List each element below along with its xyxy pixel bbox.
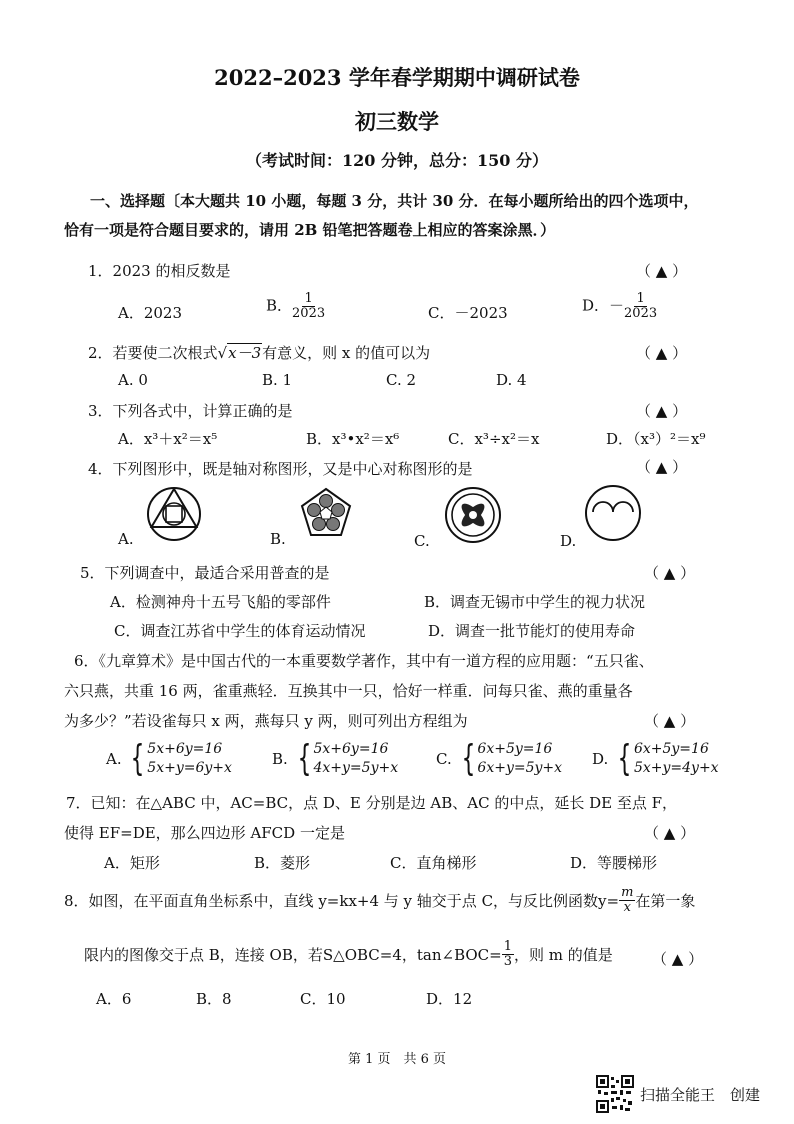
exam-title: 2022–2023 学年春学期期中调研试卷 (214, 65, 580, 90)
q3-option-b: B．x³•x²＝x⁶ (306, 430, 400, 448)
q4-figure-d (584, 484, 642, 542)
q6-line2: 六只燕，共重 16 两，雀重燕轻．互换其中一只，恰好一样重．问每只雀、燕的重量各 (64, 682, 633, 700)
qr-code-icon (596, 1075, 634, 1113)
q6-b-system (293, 740, 399, 778)
page-number: 第 1 页 共 6 页 (347, 1052, 447, 1067)
q6-a-eq2: 5x+y=6y+x (147, 760, 232, 776)
brace-icon: { (297, 738, 311, 779)
q6-c-eq1: 6x+5y=16 (477, 741, 553, 757)
q6-d-system (613, 740, 719, 778)
q4-option-d-label: D. (560, 532, 577, 550)
q8-tan-den: 3 (503, 954, 513, 969)
q5-option-d: D．调查一批节能灯的使用寿命 (428, 622, 636, 640)
q1-option-d (582, 292, 657, 321)
q6-c-label: C. (436, 750, 452, 768)
q8-line1-pre: 8．如图，在平面直角坐标系中，直线 y=kx+4 与 y 轴交于点 C，与反比例函数y= (64, 892, 620, 910)
q8-fraction-m-over-x (619, 886, 635, 915)
q5-answer-mark: （ ▲ ） (644, 564, 696, 582)
q4-option-b-label: B. (270, 530, 286, 548)
q8-frac-den: x (623, 900, 631, 915)
q6-b-eq2: 4x+y=5y+x (313, 760, 399, 776)
q1-d-num: 1 (636, 291, 645, 306)
q6-option-b (272, 740, 398, 778)
q1-d-label: D．－ (582, 296, 625, 315)
q1-b-den: 2023 (292, 306, 326, 321)
q4-stem: 4．下列图形中，既是轴对称图形，又是中心对称图形的是 (88, 460, 473, 478)
q2-option-d: D. 4 (496, 371, 527, 389)
q7-option-d: D．等腰梯形 (570, 854, 658, 872)
q6-answer-mark: （ ▲ ） (644, 712, 696, 730)
q1-option-a: A．2023 (118, 304, 183, 322)
q5-option-c: C．调查江苏省中学生的体育运动情况 (114, 622, 366, 640)
q2-answer-mark: （ ▲ ） (636, 344, 688, 362)
q2-option-a: A. 0 (118, 371, 148, 389)
q4-figure-a (146, 486, 202, 542)
q4-figure-c (444, 486, 502, 544)
q8-option-c: C．10 (300, 990, 346, 1008)
q8-fraction-tan (502, 940, 514, 969)
q6-option-d (592, 740, 719, 778)
q8-option-a: A．6 (96, 990, 132, 1008)
q2-radicand: x－3 (228, 344, 262, 362)
q6-d-label: D. (592, 750, 609, 768)
q7-option-a: A．矩形 (104, 854, 160, 872)
q1-option-c: C．－2023 (428, 304, 508, 322)
q5-option-a: A．检测神舟十五号飞船的零部件 (110, 593, 331, 611)
q2-stem (88, 342, 430, 363)
brace-icon: { (461, 738, 475, 779)
q4-answer-mark: （ ▲ ） (636, 458, 688, 476)
q8-line2-pre: 限内的图像交于点 B，连接 OB，若S△OBC=4，tan∠BOC= (84, 946, 502, 964)
q3-option-a: A．x³＋x²＝x⁵ (118, 430, 218, 448)
q4-option-c-label: C. (414, 532, 430, 550)
q7-option-c: C．直角梯形 (390, 854, 477, 872)
section1-line2: 恰有一项是符合题目要求的，请用 2B 铅笔把答题卷上相应的答案涂黑．） (64, 221, 556, 239)
brace-icon: { (130, 738, 145, 779)
q2-stem-pre: 2．若要使二次根式 (88, 344, 218, 362)
q5-option-b: B．调查无锡市中学生的视力状况 (424, 593, 646, 611)
q7-option-b: B．菱形 (254, 854, 311, 872)
q7-line2: 使得 EF=DE，那么四边形 AFCD 一定是 (64, 824, 345, 842)
q8-tan-num: 1 (503, 939, 513, 954)
q8-line1-post: 在第一象 (635, 892, 696, 910)
q2-stem-post: 有意义，则 x 的值可以为 (262, 344, 431, 362)
scanner-watermark: 扫描全能王 创建 (640, 1086, 761, 1104)
q8-line2-post: ，则 m 的值是 (514, 946, 613, 964)
q6-b-label: B. (272, 750, 288, 768)
q6-option-a (106, 740, 232, 778)
q8-option-d: D．12 (426, 990, 473, 1008)
q5-stem: 5．下列调查中，最适合采用普查的是 (80, 564, 330, 582)
q7-answer-mark: （ ▲ ） (644, 824, 696, 842)
q3-answer-mark: （ ▲ ） (636, 402, 688, 420)
subject-title: 初三数学 (355, 109, 439, 134)
q8-line1 (64, 886, 695, 915)
radical-icon: √ (217, 344, 228, 362)
q1-stem: 1．2023 的相反数是 (88, 262, 231, 280)
q3-option-c: C．x³÷x²＝x (448, 430, 540, 448)
q6-a-label: A. (106, 750, 122, 768)
q6-a-eq1: 5x+6y=16 (147, 741, 223, 757)
q6-c-eq2: 6x+y=5y+x (477, 760, 563, 776)
q1-d-den: 2023 (624, 306, 658, 321)
q3-option-d: D．（x³）²＝x⁹ (606, 430, 706, 448)
q6-b-eq1: 5x+6y=16 (313, 741, 389, 757)
q8-answer-mark: （ ▲ ） (652, 950, 704, 968)
q8-option-b: B．8 (196, 990, 232, 1008)
q2-option-c: C. 2 (386, 371, 417, 389)
q6-line3: 为多少？”若设雀每只 x 两，燕每只 y 两，则可列出方程组为 (64, 712, 468, 730)
q6-option-c (436, 740, 562, 778)
q6-d-eq1: 6x+5y=16 (633, 741, 709, 757)
brace-icon: { (617, 738, 632, 779)
q6-line1: 6．《九章算术》是中国古代的一本重要数学著作，其中有一道方程的应用题：“五只雀、 (74, 652, 654, 670)
q6-a-system (126, 740, 232, 778)
q1-d-fraction (624, 292, 657, 321)
q3-stem: 3．下列各式中，计算正确的是 (88, 402, 293, 420)
q4-option-a-label: A. (118, 530, 134, 548)
q1-b-fraction (292, 292, 325, 321)
q2-option-b: B. 1 (262, 371, 293, 389)
q7-line1: 7．已知：在△ABC 中，AC=BC，点 D、E 分别是边 AB、AC 的中点，延长 DE 至点 F， (66, 794, 678, 812)
q4-figure-b (296, 484, 356, 544)
q1-b-label: B． (266, 296, 293, 315)
q1-option-b (266, 292, 325, 321)
section1-line1: 一、选择题〔本大题共 10 小题，每题 3 分，共计 30 分．在每小题所给出的四个选项中， (90, 192, 699, 210)
q8-line2 (84, 940, 613, 969)
q6-d-eq2: 5x+y=4y+x (633, 760, 719, 776)
exam-info: （考试时间：120 分钟，总分：150 分） (246, 151, 548, 170)
q1-answer-mark: （ ▲ ） (636, 262, 688, 280)
q8-frac-num: m (621, 885, 634, 900)
q1-b-num: 1 (304, 291, 313, 306)
q6-c-system (457, 740, 563, 778)
